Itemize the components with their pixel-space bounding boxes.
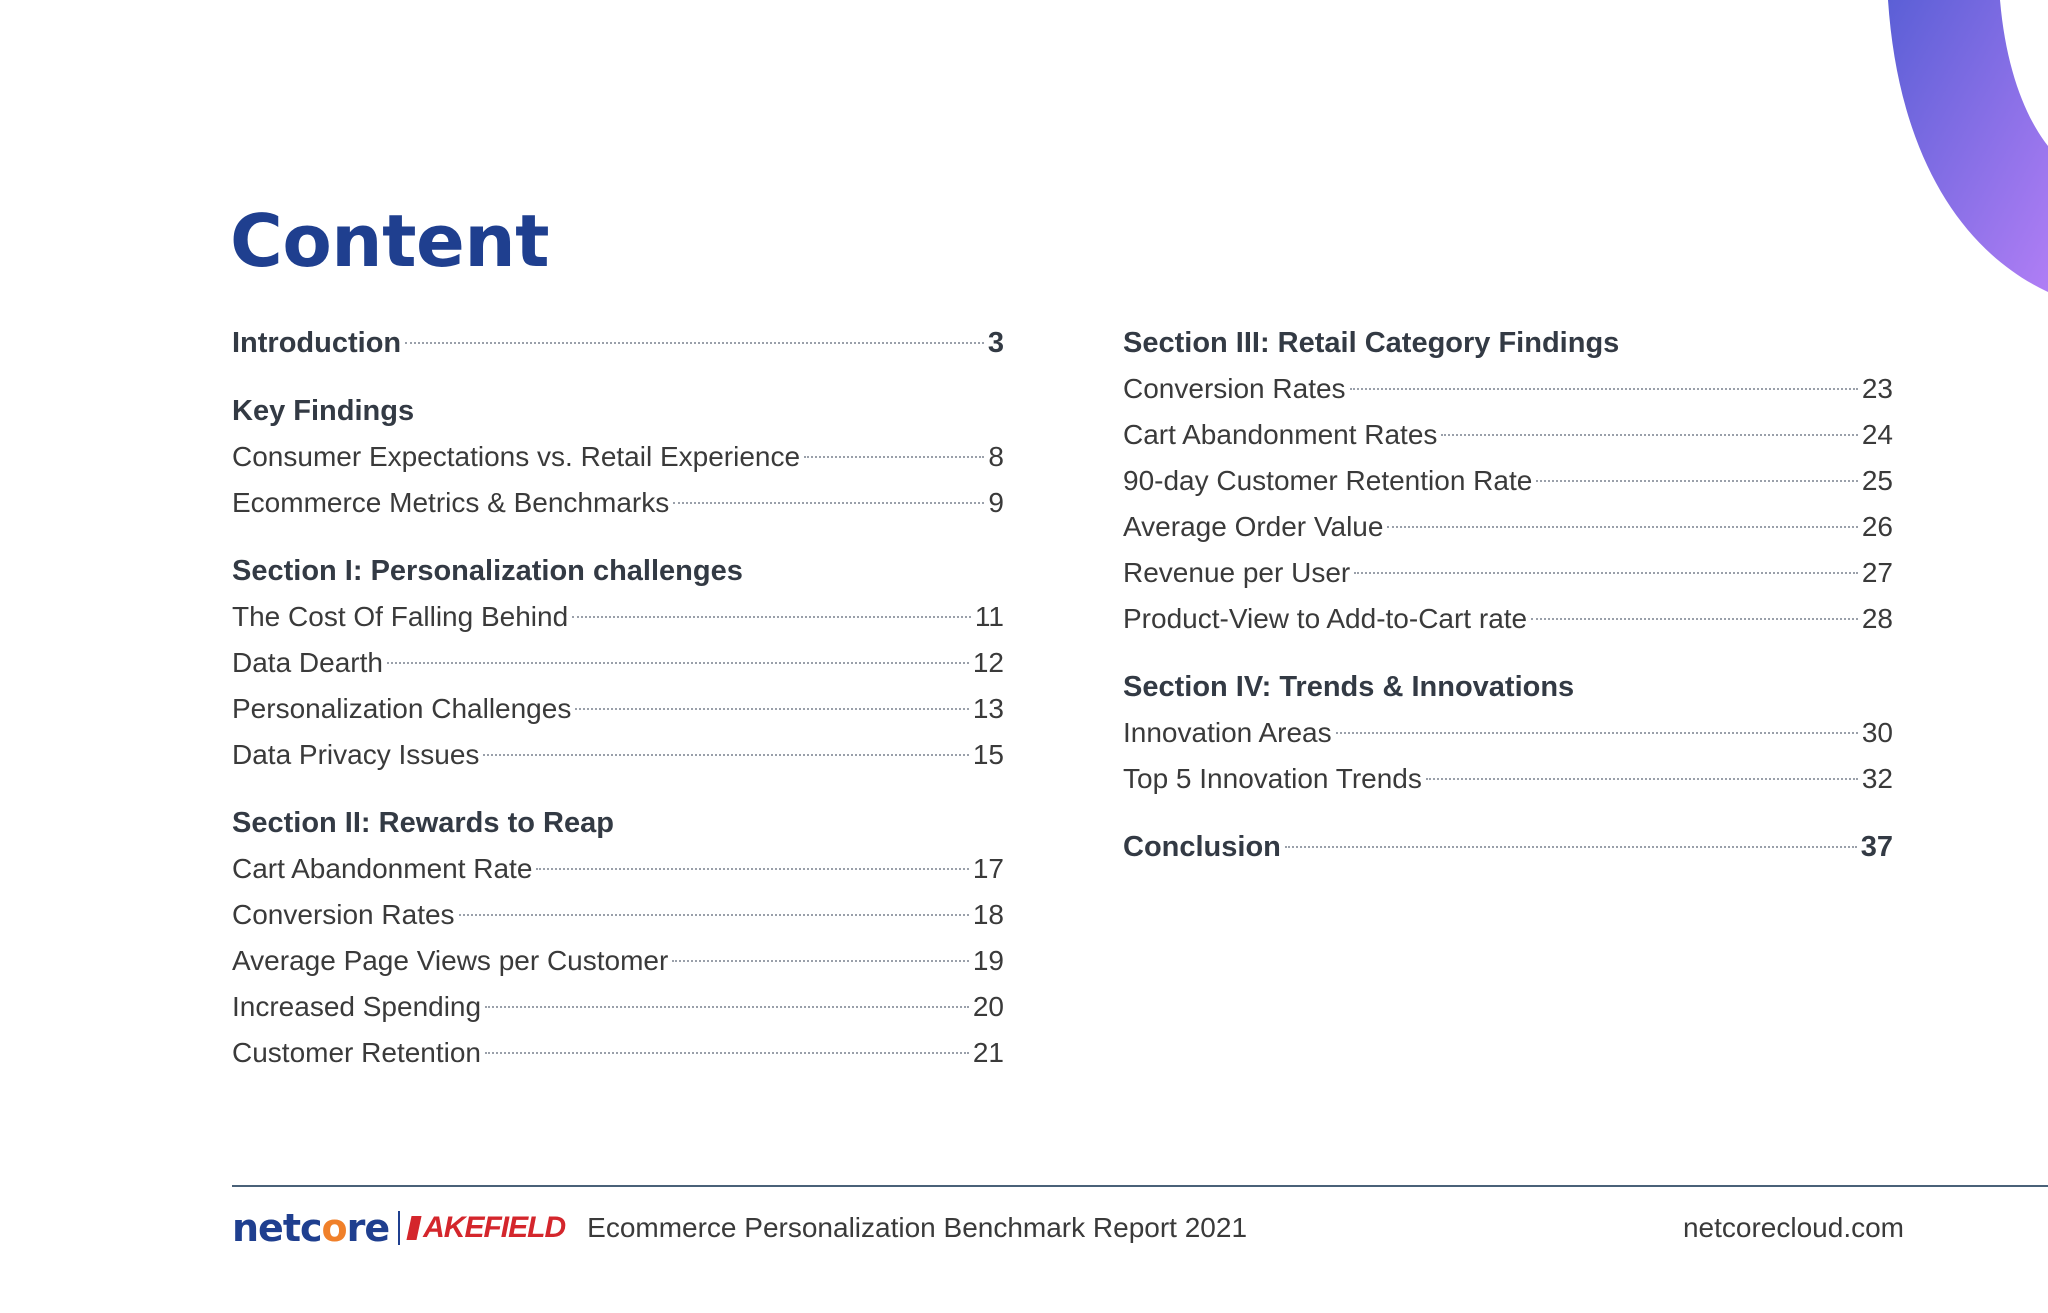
toc-page-number: 30	[1861, 717, 1893, 748]
netcore-logo-text-end: re	[346, 1206, 390, 1250]
wakefield-logo-text: AKEFIELD	[423, 1211, 566, 1244]
dot-leader	[1387, 526, 1857, 528]
toc-entry-the-cost-of-falling-behind[interactable]	[232, 594, 1004, 640]
toc-page-number: 20	[972, 991, 1004, 1022]
toc-entry-label: Innovation Areas	[1123, 717, 1332, 748]
toc-entry-label: 90-day Customer Retention Rate	[1123, 465, 1533, 496]
toc-spacer	[232, 366, 1004, 388]
toc-spacer	[1123, 642, 1893, 664]
dot-leader	[1285, 846, 1857, 848]
report-title: Ecommerce Personalization Benchmark Report 2021	[587, 1212, 1248, 1243]
dot-leader	[485, 1052, 969, 1054]
toc-section-heading-section-ii-rewards-to-reap: Section II: Rewards to Reap	[232, 807, 614, 839]
toc-page-number: 15	[972, 739, 1004, 770]
toc-entry-label: Personalization Challenges	[232, 693, 572, 724]
toc-entry-conversion-rates[interactable]	[1123, 366, 1893, 412]
toc-entry-label: Data Privacy Issues	[232, 739, 480, 770]
dot-leader	[1350, 388, 1858, 390]
netcore-logo	[232, 1206, 389, 1250]
toc-page-number: 8	[988, 441, 1004, 472]
toc-entry-cart-abandonment-rate[interactable]	[232, 846, 1004, 892]
toc-entry-increased-spending[interactable]	[232, 984, 1004, 1030]
toc-entry-innovation-areas[interactable]	[1123, 710, 1893, 756]
toc-entry-cart-abandonment-rates[interactable]	[1123, 412, 1893, 458]
toc-entry-label: Average Page Views per Customer	[232, 945, 669, 976]
toc-entry-product-view-to-add-to-cart-rate[interactable]	[1123, 596, 1893, 642]
dot-leader	[804, 456, 984, 458]
toc-page-number: 12	[972, 647, 1004, 678]
toc-entry-average-page-views-per-customer[interactable]	[232, 938, 1004, 984]
toc-spacer	[232, 778, 1004, 800]
netcore-logo-text-start: netc	[232, 1206, 322, 1250]
toc-entry-label: Ecommerce Metrics & Benchmarks	[232, 487, 670, 518]
toc-entry-label: Conversion Rates	[1123, 373, 1346, 404]
dot-leader	[1354, 572, 1858, 574]
toc-entry-label: Conversion Rates	[232, 899, 455, 930]
toc-entry-label: Consumer Expectations vs. Retail Experience	[232, 441, 801, 472]
toc-entry-label: Introduction	[232, 327, 402, 359]
toc-page-number: 32	[1861, 763, 1893, 794]
toc-entry-ecommerce-metrics-and-benchmarks[interactable]	[232, 480, 1004, 526]
toc-entry-label: Top 5 Innovation Trends	[1123, 763, 1422, 794]
toc-section-heading-section-i-personalization-challenges: Section I: Personalization challenges	[232, 555, 743, 587]
toc-page-number: 13	[972, 693, 1004, 724]
dot-leader	[459, 914, 969, 916]
toc-page-number: 28	[1861, 603, 1893, 634]
dot-leader	[572, 616, 971, 618]
toc-spacer	[1123, 802, 1893, 824]
toc-entry-consumer-expectations-vs-retail-experience[interactable]	[232, 434, 1004, 480]
toc-entry-revenue-per-user[interactable]	[1123, 550, 1893, 596]
toc-page-number: 24	[1861, 419, 1893, 450]
website-link[interactable]: netcorecloud.com	[1682, 1212, 1904, 1243]
wakefield-logo-mark	[407, 1216, 422, 1240]
toc-entry-label: Data Dearth	[232, 647, 383, 678]
toc-section-heading-key-findings: Key Findings	[232, 395, 415, 427]
toc-entry-customer-retention[interactable]	[232, 1030, 1004, 1076]
toc-entry-data-privacy-issues[interactable]	[232, 732, 1004, 778]
dot-leader	[672, 960, 969, 962]
logo-separator	[398, 1211, 400, 1245]
wakefield-logo	[409, 1211, 565, 1245]
toc-entry-conclusion[interactable]	[1123, 824, 1893, 870]
toc-entry-90-day-customer-retention-rate[interactable]	[1123, 458, 1893, 504]
dot-leader	[483, 754, 968, 756]
toc-page-number: 9	[988, 487, 1004, 518]
netcore-logo-mark: o	[321, 1206, 347, 1250]
dot-leader	[1441, 434, 1857, 436]
toc-entry-conversion-rates[interactable]	[232, 892, 1004, 938]
toc-entry-average-order-value[interactable]	[1123, 504, 1893, 550]
toc-page-number: 21	[972, 1037, 1004, 1068]
toc-page-number: 26	[1861, 511, 1893, 542]
toc-entry-label: Revenue per User	[1123, 557, 1351, 588]
dot-leader	[575, 708, 969, 710]
toc-page-number: 25	[1861, 465, 1893, 496]
toc-entry-top-5-innovation-trends[interactable]	[1123, 756, 1893, 802]
toc-entry-label: Customer Retention	[232, 1037, 482, 1068]
toc-page-number: 3	[987, 327, 1004, 359]
toc-page-number: 11	[974, 601, 1004, 632]
toc-page-number: 37	[1860, 831, 1893, 863]
dot-leader	[1531, 618, 1858, 620]
dot-leader	[673, 502, 984, 504]
toc-entry-label: The Cost Of Falling Behind	[232, 601, 569, 632]
footer-divider	[232, 1185, 2048, 1187]
toc-section-heading-section-iii-retail-category-findings: Section III: Retail Category Findings	[1123, 327, 1620, 359]
page-title: Content	[230, 199, 549, 283]
toc-page-number: 18	[972, 899, 1004, 930]
toc-spacer	[232, 526, 1004, 548]
toc-entry-personalization-challenges[interactable]	[232, 686, 1004, 732]
dot-leader	[387, 662, 969, 664]
decorative-corner-arc	[1888, 0, 2048, 310]
toc-left-column	[232, 320, 1004, 1076]
toc-entry-label: Cart Abandonment Rate	[232, 853, 533, 884]
toc-entry-label: Conclusion	[1123, 831, 1281, 863]
toc-entry-introduction[interactable]	[232, 320, 1004, 366]
toc-page-number: 23	[1861, 373, 1893, 404]
footer	[232, 1205, 1904, 1251]
dot-leader	[405, 342, 984, 344]
dot-leader	[1426, 778, 1858, 780]
toc-page-number: 19	[972, 945, 1004, 976]
dot-leader	[536, 868, 968, 870]
dot-leader	[1336, 732, 1858, 734]
toc-entry-label: Product-View to Add-to-Cart rate	[1123, 603, 1528, 634]
toc-section-heading-section-iv-trends-and-innovations: Section IV: Trends & Innovations	[1123, 671, 1575, 703]
toc-page-number: 27	[1861, 557, 1893, 588]
dot-leader	[485, 1006, 969, 1008]
toc-right-column	[1123, 320, 1893, 870]
toc-entry-label: Increased Spending	[232, 991, 482, 1022]
dot-leader	[1536, 480, 1858, 482]
toc-page-number: 17	[972, 853, 1004, 884]
toc-entry-label: Average Order Value	[1123, 511, 1384, 542]
toc-entry-data-dearth[interactable]	[232, 640, 1004, 686]
toc-entry-label: Cart Abandonment Rates	[1123, 419, 1438, 450]
